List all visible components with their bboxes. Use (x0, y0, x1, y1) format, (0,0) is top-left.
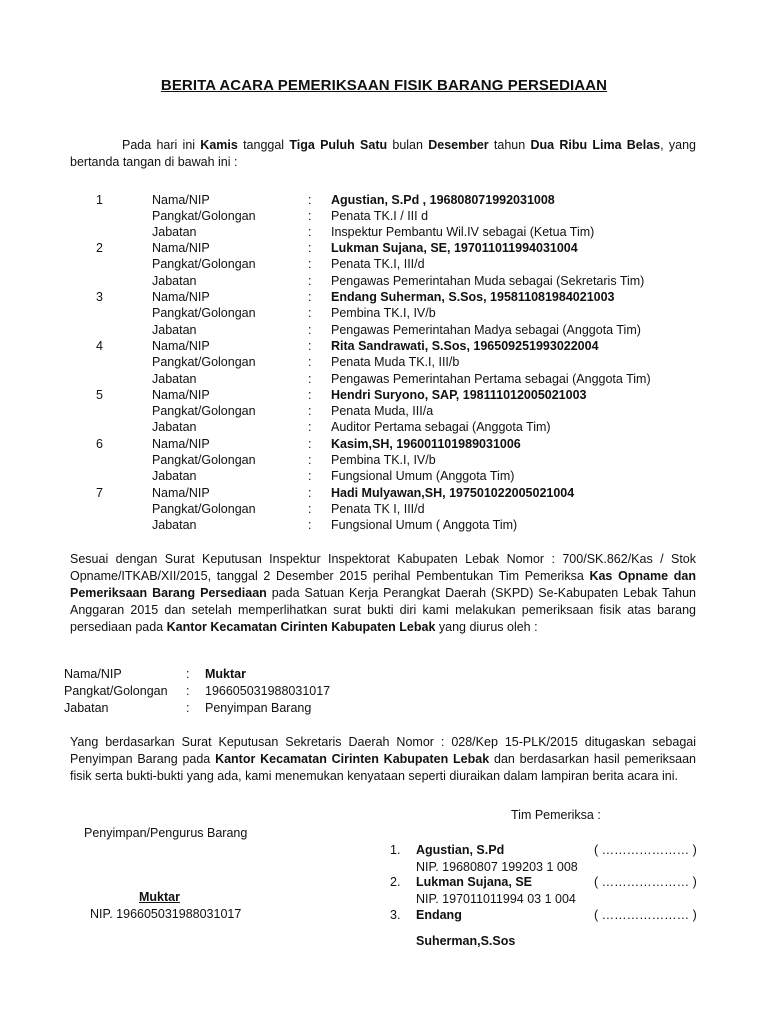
keeper-row: Nama/NIP : Muktar (64, 667, 246, 681)
member-name: Hendri Suryono, SAP, 198111012005021003 (331, 388, 587, 402)
member-row: Jabatan : Pengawas Pemerintahan Muda sebagai (Sekretaris Tim) (152, 274, 645, 288)
team-label: Tim Pemeriksa : (511, 808, 601, 822)
keeper-signature-name: Muktar (139, 890, 180, 904)
member-row: Jabatan : Inspektur Pembantu Wil.IV sebagai (Ketua Tim) (152, 225, 595, 239)
signature-line: ( ………………… ) (594, 875, 697, 889)
member-row: Jabatan : Fungsional Umum ( Anggota Tim) (152, 518, 518, 532)
member-name: Agustian, S.Pd , 196808071992031008 (331, 193, 555, 207)
member-row: Pangkat/Golongan : Pembina TK.I, IV/b (152, 453, 436, 467)
keeper-row: Jabatan : Penyimpan Barang (64, 701, 312, 715)
member-row: Pangkat/Golongan : Pembina TK.I, IV/b (152, 306, 436, 320)
member-row: Pangkat/Golongan : Penata Muda, III/a (152, 404, 434, 418)
member-row: 4 Nama/NIP : Rita Sandrawati, S.Sos, 196509251993022004 (96, 339, 599, 353)
member-row: Pangkat/Golongan : Penata TK.I / III d (152, 209, 429, 223)
member-row: 6 Nama/NIP : Kasim,SH, 196001101989031006 (96, 437, 521, 451)
member-name: Endang Suherman, S.Sos, 195811081984021003 (331, 290, 615, 304)
keeper-signature-nip: NIP. 196605031988031017 (90, 907, 242, 921)
decree-paragraph: Sesuai dengan Surat Keputusan Inspektur Inspektorat Kabupaten Lebak Nomor : 700/SK.862/Kas / Stok Opname/ITKAB/XII/2015, tanggal 2 Desember 2015 perihal Pembentukan Tim Pemeriksa Kas Opname dan Pemeriksaan Barang Persediaan pada Satuan Kerja Perangkat Daerah (SKPD) Se-Kabupaten Lebak Tahun Anggaran 2015 dan setelah memperlihatkan surat bukti diri kami melakukan pemeriksaan fisik atas barang persediaan pada Kantor Kecamatan Cirinten Kabupaten Lebak yang diurus oleh : (70, 552, 696, 634)
signature-line: ( ………………… ) (594, 908, 697, 922)
signature-line: ( ………………… ) (594, 843, 697, 857)
member-row: Jabatan : Auditor Pertama sebagai (Anggota Tim) (152, 420, 551, 434)
member-name: Lukman Sujana, SE, 197011011994031004 (331, 241, 578, 255)
member-row: 3 Nama/NIP : Endang Suherman, S.Sos, 195811081984021003 (96, 290, 615, 304)
intro-month: Desember (428, 138, 489, 152)
member-name: Rita Sandrawati, S.Sos, 196509251993022004 (331, 339, 599, 353)
keeper-row: Pangkat/Golongan : 196605031988031017 (64, 684, 331, 698)
intro-day: Kamis (200, 138, 238, 152)
keeper-name: Muktar (205, 667, 246, 681)
member-name: Hadi Mulyawan,SH, 197501022005021004 (331, 486, 575, 500)
member-row: Jabatan : Pengawas Pemerintahan Madya sebagai (Anggota Tim) (152, 323, 641, 337)
intro-date: Tiga Puluh Satu (289, 138, 388, 152)
intro-year: Dua Ribu Lima Belas (530, 138, 661, 152)
member-row: 5 Nama/NIP : Hendri Suryono, SAP, 198111012005021003 (96, 388, 587, 402)
document-title: BERITA ACARA PEMERIKSAAN FISIK BARANG PERSEDIAAN (160, 77, 608, 94)
keeper-label: Penyimpan/Pengurus Barang (84, 826, 248, 840)
intro-paragraph: Pada hari ini Kamis tanggal Tiga Puluh Satu bulan Desember tahun Dua Ribu Lima Belas, yang bertanda tangan di bawah ini : (70, 138, 696, 169)
member-row: Jabatan : Fungsional Umum (Anggota Tim) (152, 469, 515, 483)
member-row: 1 Nama/NIP : Agustian, S.Pd , 196808071992031008 (96, 193, 555, 207)
member-name: Kasim,SH, 196001101989031006 (331, 437, 521, 451)
member-row: Pangkat/Golongan : Penata TK.I, III/d (152, 257, 425, 271)
member-row: Pangkat/Golongan : Penata Muda TK.I, III/b (152, 355, 460, 369)
assignment-paragraph: Yang berdasarkan Surat Keputusan Sekretaris Daerah Nomor : 028/Kep 15-PLK/2015 ditugaskan sebagai Penyimpan Barang pada Kantor Kecamatan Cirinten Kabupaten Lebak dan berdasarkan hasil pemeriksaan fisik serta bukti-bukti yang ada, kami menemukan kenyataan seperti diuraikan dalam lampiran berita acara ini. (70, 735, 697, 783)
member-row: 2 Nama/NIP : Lukman Sujana, SE, 197011011994031004 (96, 241, 578, 255)
member-row: Jabatan : Pengawas Pemerintahan Pertama sebagai (Anggota Tim) (152, 372, 651, 386)
member-row: Pangkat/Golongan : Penata TK I, III/d (152, 502, 425, 516)
member-row: 7 Nama/NIP : Hadi Mulyawan,SH, 197501022005021004 (96, 486, 575, 500)
